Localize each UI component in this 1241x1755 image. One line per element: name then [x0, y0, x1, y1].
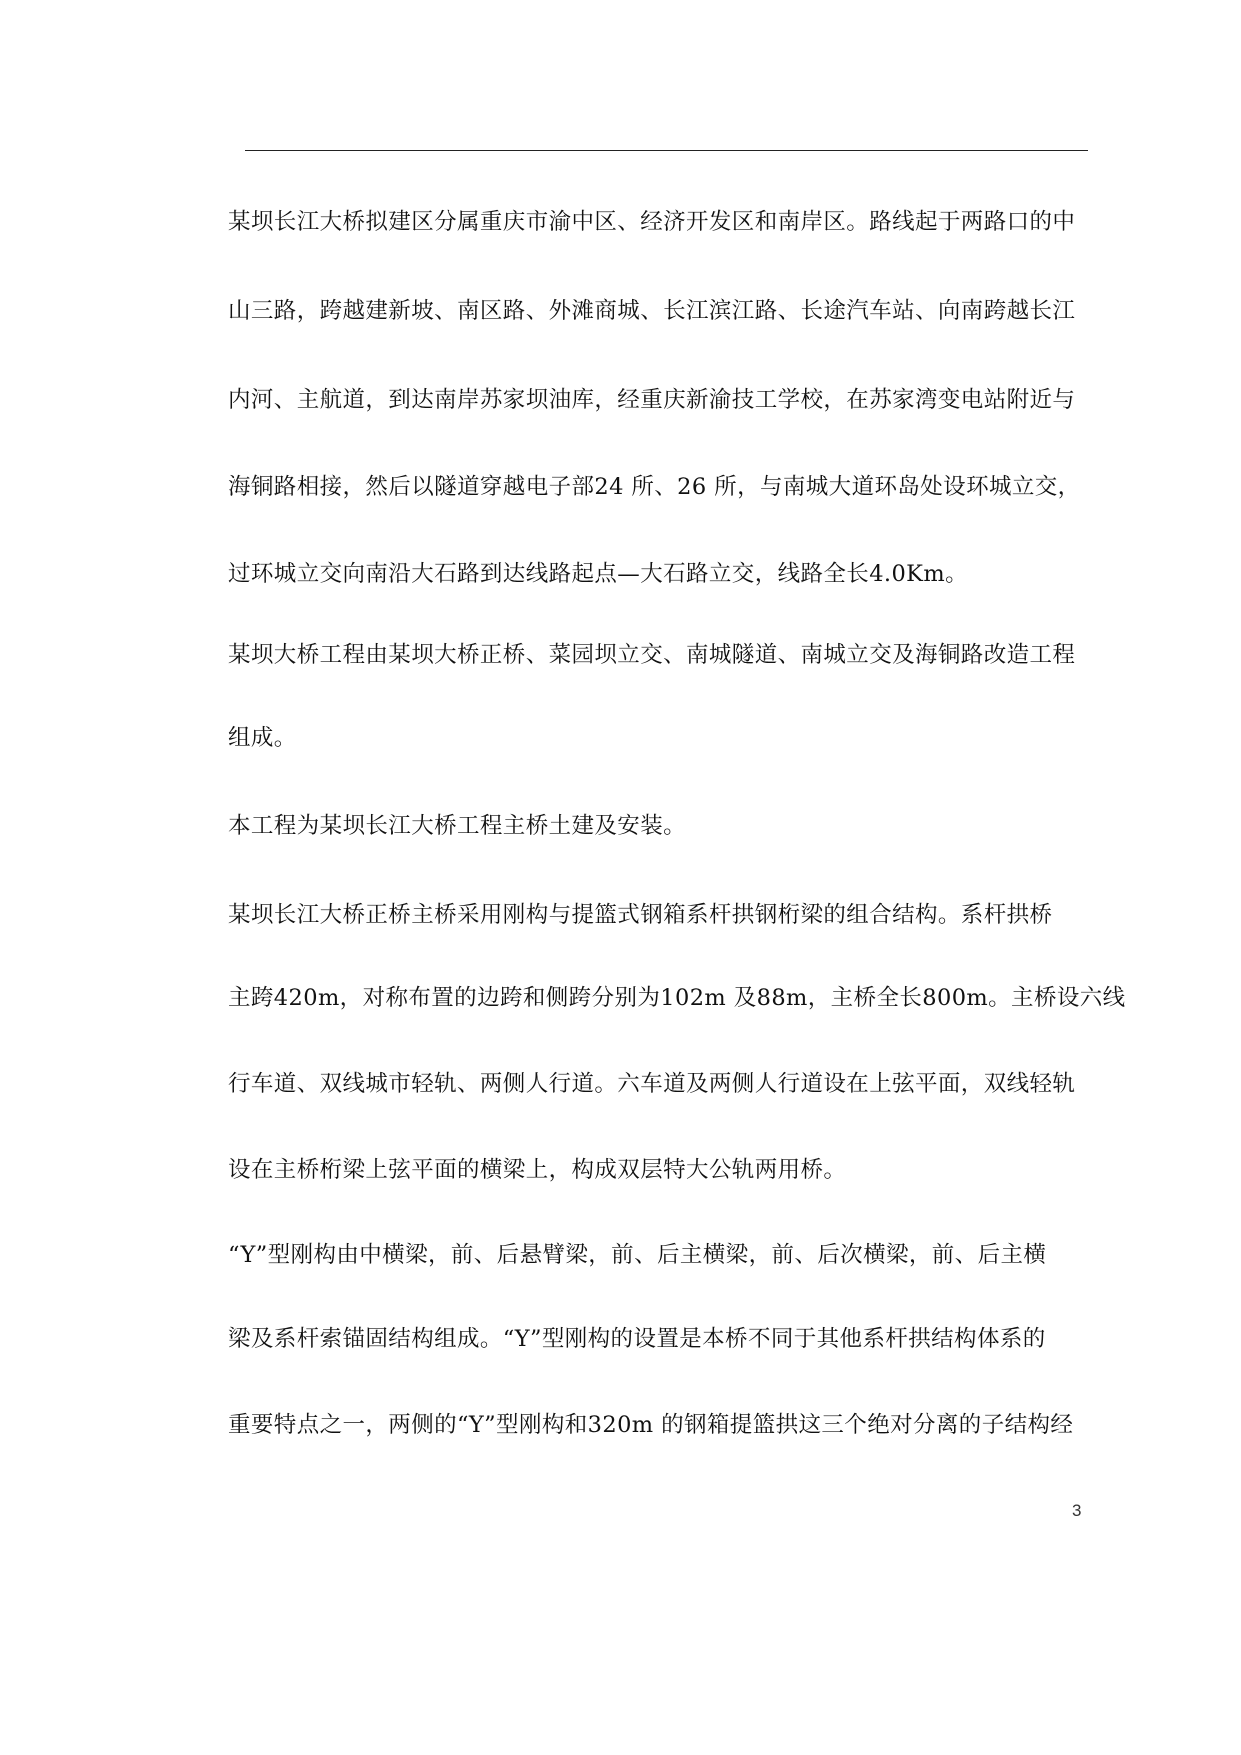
text-line: 某坝长江大桥正桥主桥采用刚构与提篮式钢箱系杆拱钢桁梁的组合结构。系杆拱桥: [228, 902, 1053, 928]
text-line: 海铜路相接，然后以隧道穿越电子部24 所、26 所，与南城大道环岛处设环城立交，: [228, 474, 1081, 500]
text-line: “Y”型刚构由中横梁，前、后悬臂梁，前、后主横梁，前、后次横梁，前、后主横: [228, 1242, 1047, 1268]
text-line: 行车道、双线城市轻轨、两侧人行道。六车道及两侧人行道设在上弦平面，双线轻轨: [228, 1071, 1076, 1097]
text-line: 重要特点之一，两侧的“Y”型刚构和320m 的钢箱提篮拱这三个绝对分离的子结构经: [228, 1412, 1074, 1438]
text-line: 某坝大桥工程由某坝大桥正桥、菜园坝立交、南城隧道、南城立交及海铜路改造工程: [228, 642, 1076, 668]
text-line: 设在主桥桁梁上弦平面的横梁上，构成双层特大公轨两用桥。: [228, 1157, 847, 1183]
page-number: 3: [1072, 1501, 1082, 1520]
header-rule: [245, 150, 1088, 151]
text-line: 组成。: [228, 725, 297, 751]
text-line: 过环城立交向南沿大石路到达线路起点—大石路立交，线路全长4.0Km。: [228, 561, 969, 587]
text-line: 本工程为某坝长江大桥工程主桥土建及安装。: [228, 813, 687, 839]
text-line: 某坝长江大桥拟建区分属重庆市渝中区、经济开发区和南岸区。路线起于两路口的中: [228, 209, 1076, 235]
text-line: 山三路，跨越建新坡、南区路、外滩商城、长江滨江路、长途汽车站、向南跨越长江: [228, 298, 1076, 324]
text-line: 主跨420m，对称布置的边跨和侧跨分别为102m 及88m，主桥全长800m。主桥设六线: [228, 985, 1126, 1011]
text-line: 内河、主航道，到达南岸苏家坝油库，经重庆新渝技工学校，在苏家湾变电站附近与: [228, 387, 1076, 413]
text-line: 梁及系杆索锚固结构组成。“Y”型刚构的设置是本桥不同于其他系杆拱结构体系的: [228, 1326, 1046, 1352]
